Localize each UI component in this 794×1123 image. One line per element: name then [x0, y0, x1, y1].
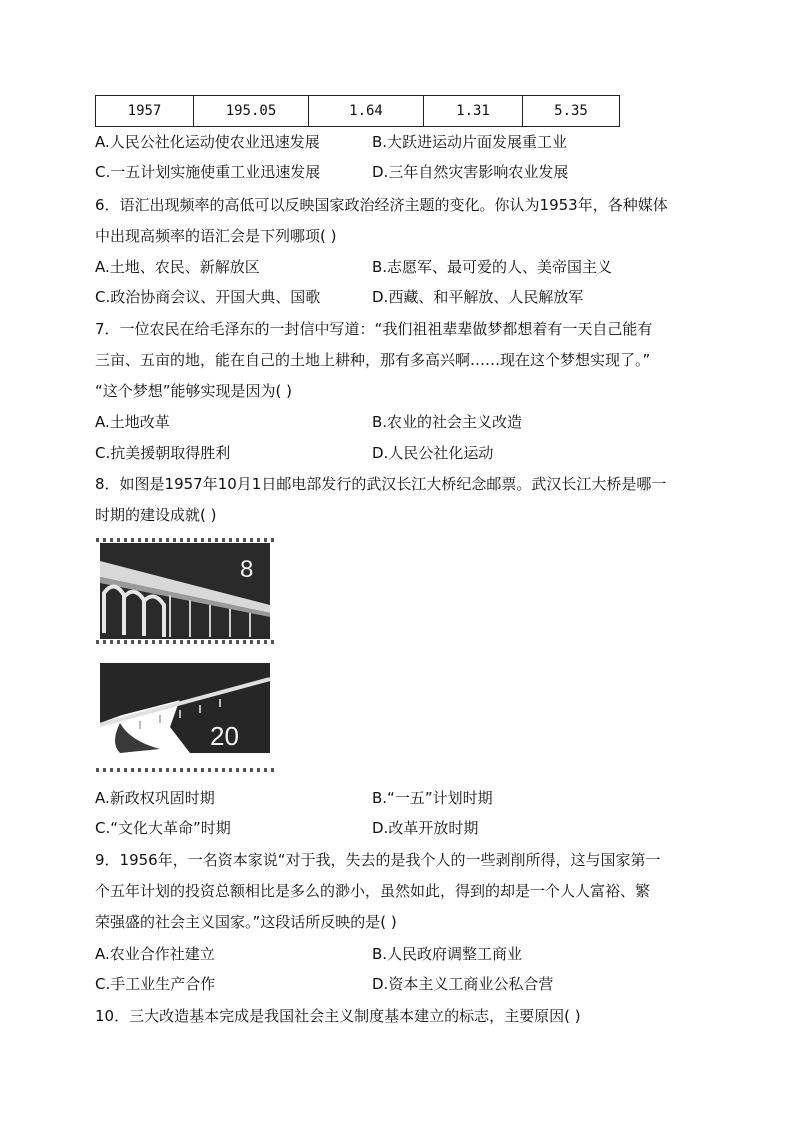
q5-option-a: A.人民公社化运动使农业迅速发展 — [95, 133, 320, 151]
stamp-denomination-8: 8 — [240, 556, 254, 583]
q6-option-a: A.土地、农民、新解放区 — [95, 258, 260, 276]
q8-option-b: B.“一五”计划时期 — [372, 789, 493, 807]
q8-stem-line-1: 8．如图是1957年10月1日邮电部发行的武汉长江大桥纪念邮票。武汉长江大桥是哪一 — [95, 475, 667, 493]
q7-stem-line-3: “这个梦想”能够实现是因为( ) — [95, 382, 293, 400]
stamp-perforation — [96, 768, 274, 772]
q9-option-c: C.手工业生产合作 — [95, 975, 216, 993]
q6-stem-line-1: 6．语汇出现频率的高低可以反映国家政治经济主题的变化。你认为1953年，各种媒体 — [95, 196, 668, 214]
q8-option-d: D.改革开放时期 — [372, 819, 479, 837]
table-cell: 1.31 — [424, 96, 523, 127]
q7-option-c: C.抗美援朝取得胜利 — [95, 444, 231, 462]
q10-stem-line-1: 10．三大改造基本完成是我国社会主义制度基本建立的标志，主要原因( ) — [95, 1007, 581, 1025]
table-cell: 195.05 — [194, 96, 309, 127]
table-row — [96, 96, 620, 127]
q7-stem-line-2: 三亩、五亩的地，能在自己的土地上耕种，那有多高兴啊……现在这个梦想实现了。” — [95, 351, 651, 369]
stamp-perforation — [96, 640, 274, 644]
q7-option-a: A.土地改革 — [95, 413, 170, 431]
bridge-perspective-illustration — [100, 663, 270, 753]
bridge-stamp-20 — [100, 663, 270, 753]
q5-option-b: B.大跃进运动片面发展重工业 — [372, 133, 568, 151]
q6-option-c: C.政治协商会议、开国大典、国歌 — [95, 288, 321, 306]
q7-option-d: D.人民公社化运动 — [372, 444, 494, 462]
q9-option-a: A.农业合作社建立 — [95, 945, 215, 963]
q8-option-c: C.“文化大革命”时期 — [95, 819, 231, 837]
bridge-stamp-8 — [100, 543, 270, 639]
q9-stem-line-2: 个五年计划的投资总额相比是多么的渺小，虽然如此，得到的却是一个人人富裕、繁 — [95, 882, 651, 900]
q9-option-d: D.资本主义工商业公私合营 — [372, 975, 554, 993]
q6-option-b: B.志愿军、最可爱的人、美帝国主义 — [372, 258, 613, 276]
q6-option-d: D.西藏、和平解放、人民解放军 — [372, 288, 584, 306]
q6-stem-line-2: 中出现高频率的语汇会是下列哪项( ) — [95, 227, 337, 245]
stamp-denomination-20: 20 — [210, 721, 239, 751]
q7-stem-line-1: 7．一位农民在给毛泽东的一封信中写道：“我们祖祖辈辈做梦都想着有一天自己能有 — [95, 320, 653, 338]
q5-option-c: C.一五计划实施使重工业迅速发展 — [95, 163, 321, 181]
q8-option-a: A.新政权巩固时期 — [95, 789, 215, 807]
stamp-perforation — [96, 538, 274, 542]
bridge-arches-illustration — [100, 543, 270, 639]
table-cell: 5.35 — [523, 96, 620, 127]
q9-option-b: B.人民政府调整工商业 — [372, 945, 523, 963]
q9-stem-line-3: 荣强盛的社会主义国家。”这段话所反映的是( ) — [95, 913, 397, 931]
q9-stem-line-1: 9．1956年，一名资本家说“对于我，失去的是我个人的一些剥削所得，这与国家第一 — [95, 851, 661, 869]
table-cell: 1957 — [96, 96, 194, 127]
statistics-table — [95, 95, 620, 127]
table-cell: 1.64 — [309, 96, 424, 127]
q5-option-d: D.三年自然灾害影响农业发展 — [372, 163, 569, 181]
q7-option-b: B.农业的社会主义改造 — [372, 413, 523, 431]
q8-stem-line-2: 时期的建设成就( ) — [95, 506, 217, 524]
